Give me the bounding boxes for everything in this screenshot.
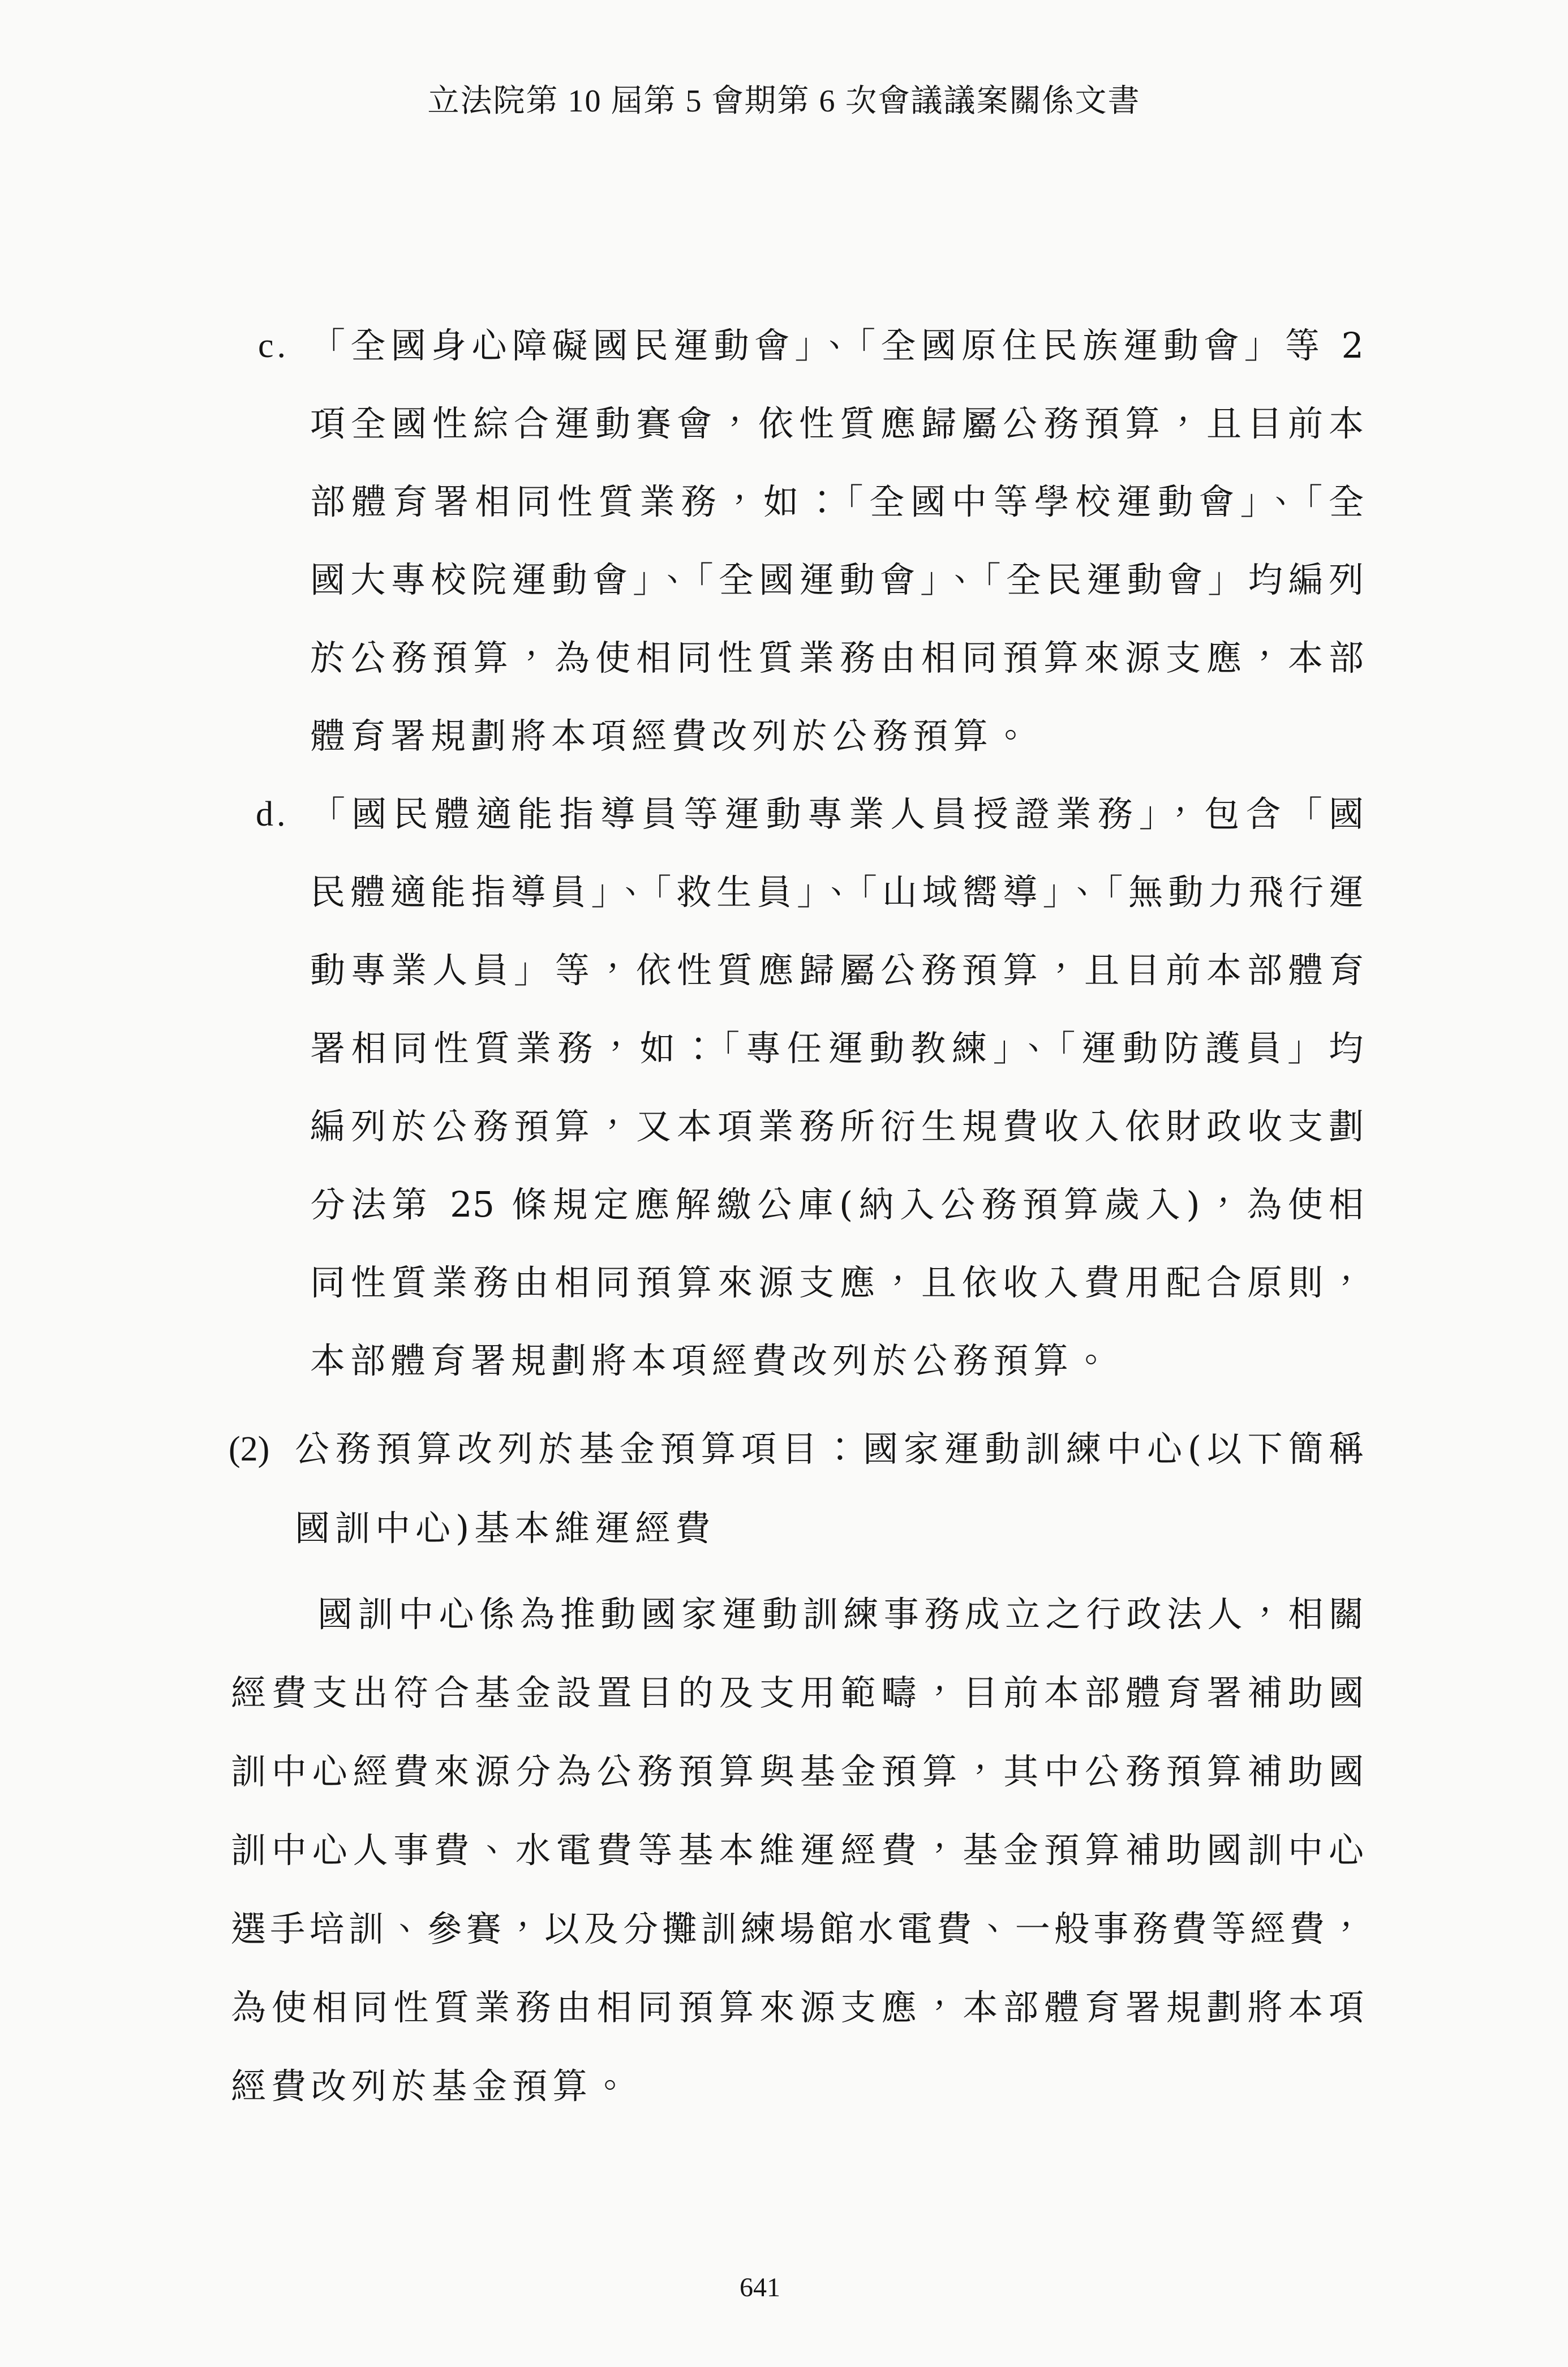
paragraph-line: 經費改列於基金預算。 [231, 2065, 633, 2107]
body-paragraph [231, 1575, 1364, 2125]
item-d-line: 動專業人員」等，依性質應歸屬公務預算，且目前本部體育 [310, 950, 1364, 991]
item-c-line: 項全國性綜合運動賽會，依性質應歸屬公務預算，且目前本 [310, 403, 1364, 444]
items-c-d-text [310, 307, 1364, 1400]
paragraph-line: 經費支出符合基金設置目的及支用範疇，目前本部體育署補助國 [231, 1672, 1364, 1713]
item-c-line: 國大專校院運動會」、「全國運動會」、「全民運動會」均編列 [310, 559, 1364, 600]
section-2-line: 公務預算改列於基金預算項目：國家運動訓練中心(以下簡稱 [295, 1428, 1364, 1470]
section-2-marker: (2) [229, 1430, 270, 1468]
item-d-line: 「國民體適能指導員等運動專業人員授證業務」，包含「國 [310, 793, 1364, 835]
item-d-line: 編列於公務預算，又本項業務所衍生規費收入依財政收支劃 [310, 1106, 1364, 1147]
paragraph-line: 訓中心經費來源分為公務預算與基金預算，其中公務預算補助國 [231, 1751, 1364, 1792]
page-number: 641 [740, 2273, 780, 2302]
item-d-marker: d. [256, 795, 289, 834]
document-header: 立法院第 10 屆第 5 會期第 6 次會議議案關係文書 [427, 84, 1141, 119]
item-c-line: 體育署規劃將本項經費改列於公務預算。 [310, 715, 1034, 757]
item-d-line: 本部體育署規劃將本項經費改列於公務預算。 [310, 1340, 1114, 1381]
item-c-line: 部體育署相同性質業務，如：「全國中等學校運動會」、「全 [310, 481, 1364, 522]
paragraph-line: 選手培訓、參賽，以及分攤訓練場館水電費、一般事務費等經費， [231, 1908, 1364, 1949]
item-c-line: 「全國身心障礙國民運動會」、「全國原住民族運動會」等 2 [310, 325, 1364, 366]
item-d-line: 民體適能指導員」、「救生員」、「山域嚮導」、「無動力飛行運 [310, 871, 1364, 913]
item-d-line: 分法第 25 條規定應解繳公庫(納入公務預算歲入)，為使相 [310, 1184, 1364, 1225]
paragraph-line: 訓中心人事費、水電費等基本維運經費，基金預算補助國訓中心 [231, 1829, 1364, 1871]
section-2-line: 國訓中心)基本維運經費 [295, 1507, 716, 1549]
item-d-line: 同性質業務由相同預算來源支應，且依收入費用配合原則， [310, 1262, 1364, 1303]
paragraph-line: 為使相同性質業務由相同預算來源支應，本部體育署規劃將本項 [231, 1987, 1364, 2028]
item-c-line: 於公務預算，為使相同性質業務由相同預算來源支應，本部 [310, 637, 1364, 678]
section-2-heading [295, 1410, 1364, 1568]
item-d-line: 署相同性質業務，如：「專任運動教練」、「運動防護員」均 [310, 1028, 1364, 1069]
item-c-marker: c. [258, 327, 290, 365]
paragraph-line: 國訓中心係為推動國家運動訓練事務成立之行政法人，相關 [317, 1593, 1364, 1635]
